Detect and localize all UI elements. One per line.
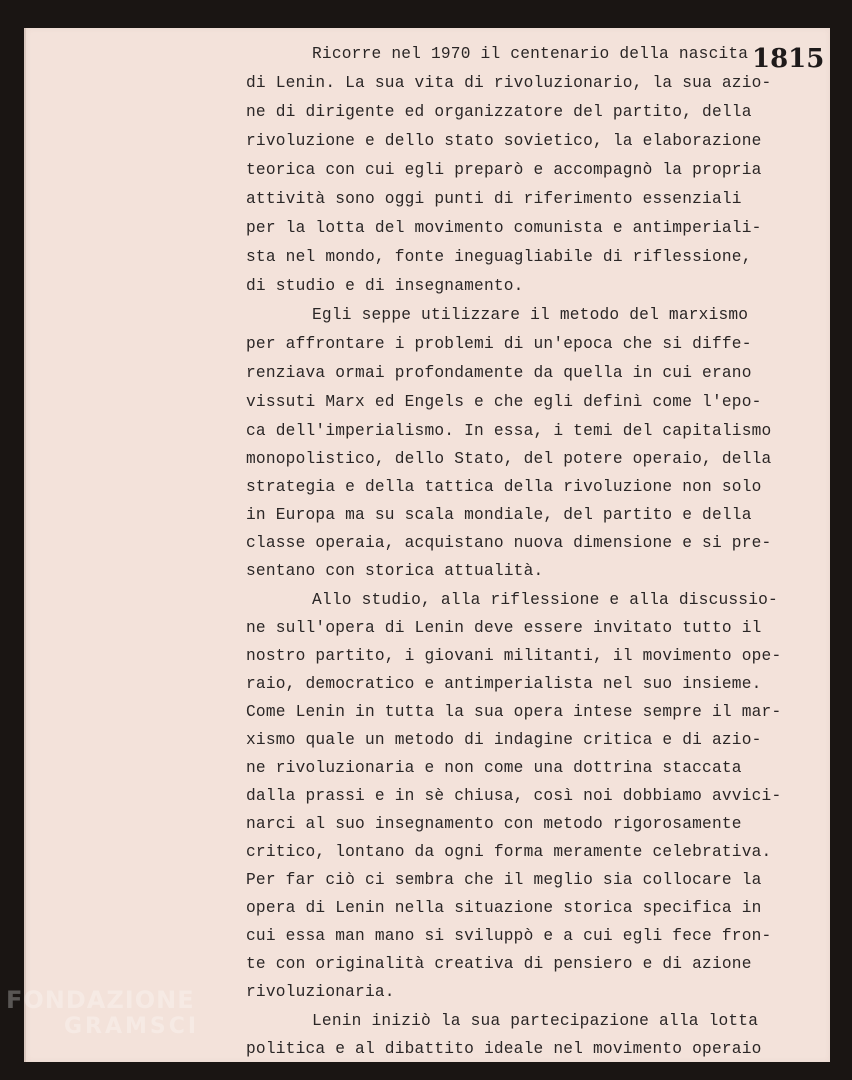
text-line: vissuti Marx ed Engels e che egli definì come l'epo-: [246, 393, 762, 411]
text-line: attività sono oggi punti di riferimento essenziali: [246, 190, 742, 208]
page-number: 1815: [752, 44, 825, 74]
text-line: ne rivoluzionaria e non come una dottrina staccata: [246, 759, 742, 777]
text-line: sentano con storica attualità.: [246, 562, 544, 580]
text-line: Per far ciò ci sembra che il meglio sia collocare la: [246, 871, 762, 889]
text-line: raio, democratico e antimperialista nel suo insieme.: [246, 675, 762, 693]
text-line: critico, lontano da ogni forma meramente celebrativa.: [246, 843, 772, 861]
text-line: rivoluzione e dello stato sovietico, la elaborazione: [246, 132, 762, 150]
text-line: nostro partito, i giovani militanti, il movimento ope-: [246, 647, 782, 665]
text-line: xismo quale un metodo di indagine critica e di azio-: [246, 731, 762, 749]
text-line: per la lotta del movimento comunista e antimperiali-: [246, 219, 762, 237]
text-line: dalla prassi e in sè chiusa, così noi dobbiamo avvici-: [246, 787, 782, 805]
watermark-line-1: FONDAZIONE: [6, 986, 195, 1014]
text-line: cui essa man mano si sviluppò e a cui egli fece fron-: [246, 927, 772, 945]
text-line: di Lenin. La sua vita di rivoluzionario, la sua azio-: [246, 74, 772, 92]
text-line: in Europa ma su scala mondiale, del partito e della: [246, 506, 752, 524]
text-line: classe operaia, acquistano nuova dimensione e si pre-: [246, 534, 772, 552]
text-line: narci al suo insegnamento con metodo rigorosamente: [246, 815, 742, 833]
text-line: strategia e della tattica della rivoluzione non solo: [246, 478, 762, 496]
text-line: rivoluzionaria.: [246, 983, 395, 1001]
watermark-line-2: GRAMSCI: [64, 1014, 200, 1039]
text-line: renziava ormai profondamente da quella in cui erano: [246, 364, 752, 382]
text-line: di studio e di insegnamento.: [246, 277, 524, 295]
text-line: Come Lenin in tutta la sua opera intese sempre il mar-: [246, 703, 782, 721]
text-line: Allo studio, alla riflessione e alla discussio-: [312, 591, 778, 609]
fondazione-gramsci-watermark: [6, 988, 199, 1038]
text-line: ne di dirigente ed organizzatore del partito, della: [246, 103, 752, 121]
text-line: ne sull'opera di Lenin deve essere invitato tutto il: [246, 619, 762, 637]
text-line: opera di Lenin nella situazione storica specifica in: [246, 899, 762, 917]
text-line: sta nel mondo, fonte ineguagliabile di riflessione,: [246, 248, 752, 266]
text-line: monopolistico, dello Stato, del potere operaio, della: [246, 450, 772, 468]
text-line: ca dell'imperialismo. In essa, i temi del capitalismo: [246, 422, 772, 440]
text-line: Lenin iniziò la sua partecipazione alla lotta: [312, 1012, 759, 1030]
text-line: politica e al dibattito ideale nel movimento operaio: [246, 1040, 762, 1058]
text-line: teorica con cui egli preparò e accompagnò la propria: [246, 161, 762, 179]
text-line: Ricorre nel 1970 il centenario della nascita: [312, 45, 749, 63]
text-line: te con originalità creativa di pensiero e di azione: [246, 955, 752, 973]
text-line: Egli seppe utilizzare il metodo del marxismo: [312, 306, 749, 324]
text-line: per affrontare i problemi di un'epoca che si diffe-: [246, 335, 752, 353]
